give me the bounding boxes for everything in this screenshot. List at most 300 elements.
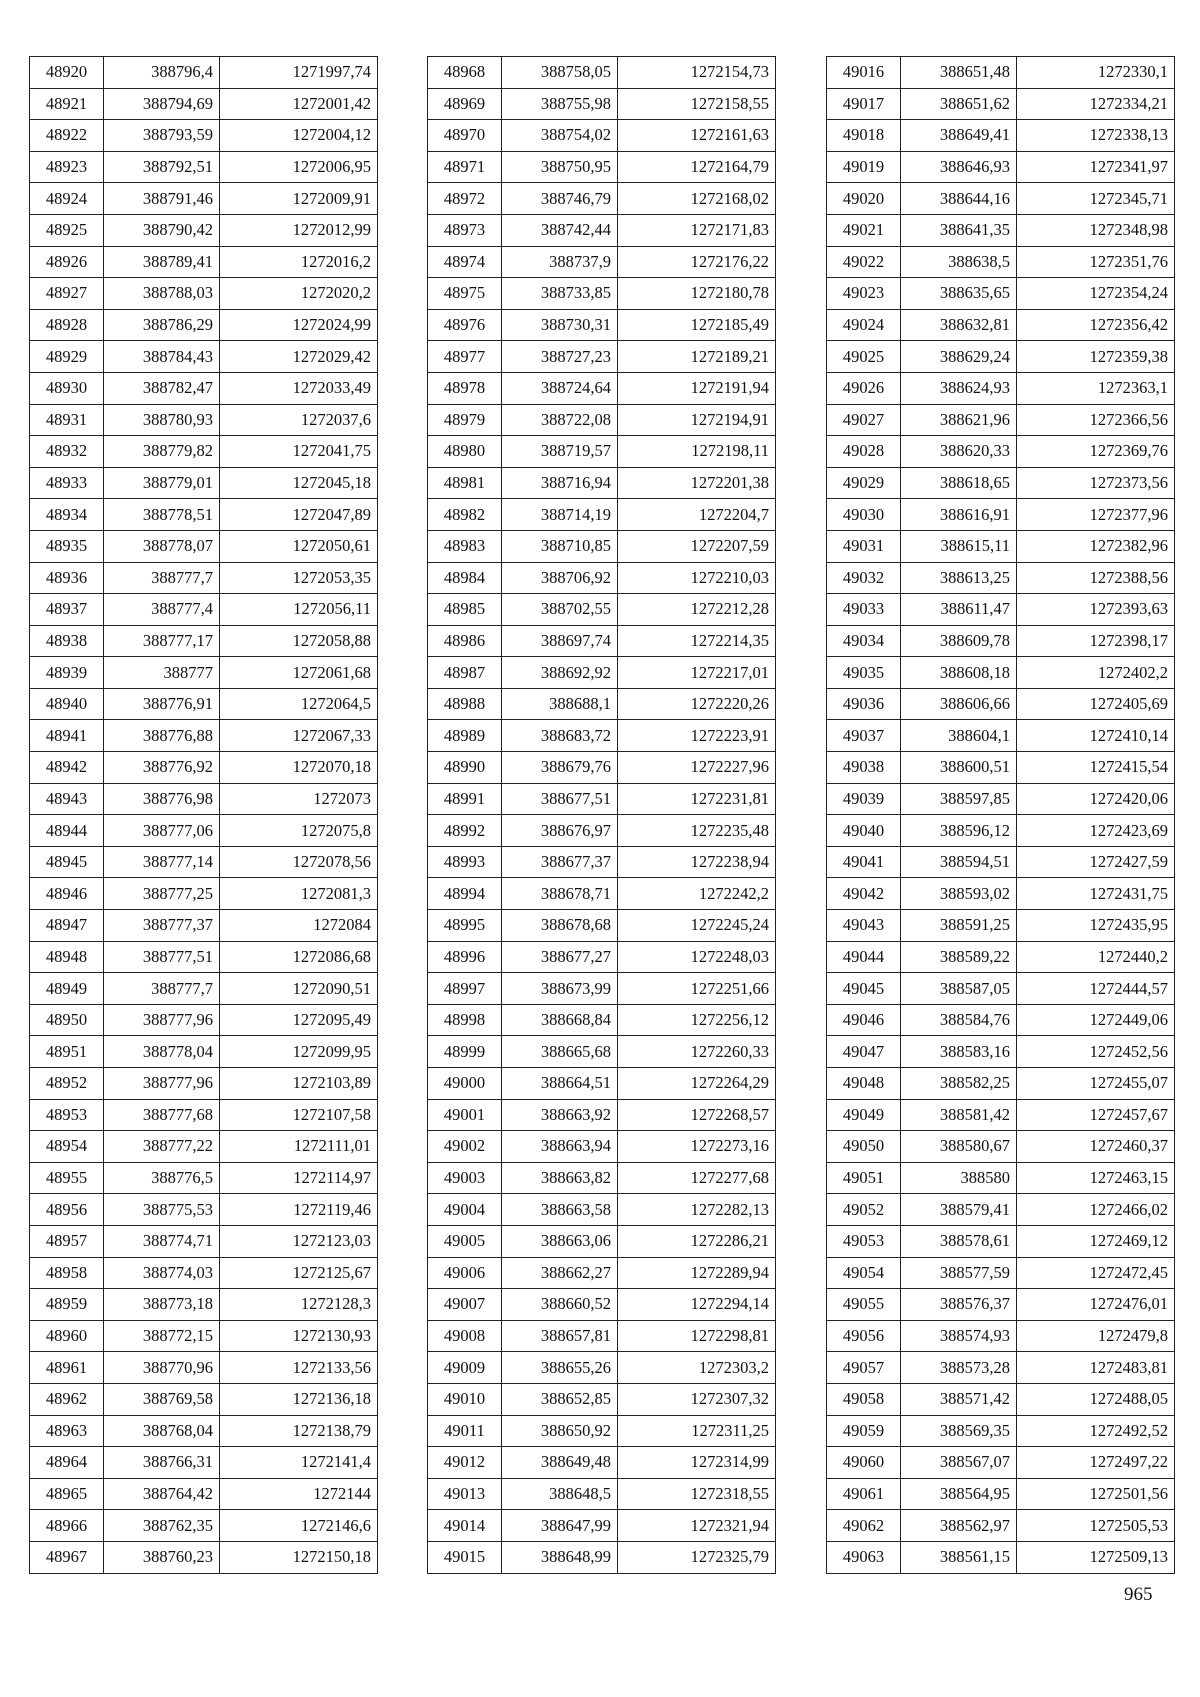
table-row [428,1541,776,1573]
point-id-cell: 48972 [428,183,502,215]
table-row [428,815,776,847]
point-id-cell: 48956 [30,1194,104,1226]
y-coordinate-cell: 1272075,8 [220,815,378,847]
point-id-cell: 49040 [827,815,901,847]
point-id-cell: 49003 [428,1162,502,1194]
x-coordinate-cell: 388769,58 [104,1383,220,1415]
table-row [428,657,776,689]
table-row [30,499,378,531]
table-row [428,1352,776,1384]
x-coordinate-cell: 388722,08 [502,404,618,436]
y-coordinate-cell: 1272056,11 [220,594,378,626]
y-coordinate-cell: 1272431,75 [1017,878,1175,910]
x-coordinate-cell: 388796,4 [104,57,220,89]
x-coordinate-cell: 388733,85 [502,278,618,310]
x-coordinate-cell: 388663,92 [502,1099,618,1131]
point-id-cell: 48982 [428,499,502,531]
table-row [827,1099,1175,1131]
y-coordinate-cell: 1272303,2 [618,1352,776,1384]
point-id-cell: 49032 [827,562,901,594]
y-coordinate-cell: 1272114,97 [220,1162,378,1194]
point-id-cell: 48995 [428,910,502,942]
y-coordinate-cell: 1272245,24 [618,910,776,942]
x-coordinate-cell: 388564,95 [901,1478,1017,1510]
table-row [827,151,1175,183]
table-row [827,1162,1175,1194]
y-coordinate-cell: 1272217,01 [618,657,776,689]
x-coordinate-cell: 388777 [104,657,220,689]
y-coordinate-cell: 1272251,66 [618,973,776,1005]
y-coordinate-cell: 1272449,06 [1017,1004,1175,1036]
y-coordinate-cell: 1272277,68 [618,1162,776,1194]
y-coordinate-cell: 1272427,59 [1017,846,1175,878]
x-coordinate-cell: 388582,25 [901,1068,1017,1100]
x-coordinate-cell: 388784,43 [104,341,220,373]
table-row [827,973,1175,1005]
y-coordinate-cell: 1272273,16 [618,1131,776,1163]
table-row [827,783,1175,815]
y-coordinate-cell: 1272311,25 [618,1415,776,1447]
point-id-cell: 49039 [827,783,901,815]
point-id-cell: 48937 [30,594,104,626]
x-coordinate-cell: 388730,31 [502,309,618,341]
point-id-cell: 49029 [827,467,901,499]
y-coordinate-cell: 1272050,61 [220,530,378,562]
point-id-cell: 48994 [428,878,502,910]
y-coordinate-cell: 1272338,13 [1017,120,1175,152]
y-coordinate-cell: 1272505,53 [1017,1510,1175,1542]
x-coordinate-cell: 388762,35 [104,1510,220,1542]
x-coordinate-cell: 388773,18 [104,1289,220,1321]
x-coordinate-cell: 388663,94 [502,1131,618,1163]
y-coordinate-cell: 1272472,45 [1017,1257,1175,1289]
table-row [827,1320,1175,1352]
y-coordinate-cell: 1272298,81 [618,1320,776,1352]
x-coordinate-cell: 388758,05 [502,57,618,89]
x-coordinate-cell: 388632,81 [901,309,1017,341]
y-coordinate-cell: 1272377,96 [1017,499,1175,531]
point-id-cell: 49010 [428,1383,502,1415]
table-row [30,1099,378,1131]
y-coordinate-cell: 1272119,46 [220,1194,378,1226]
point-id-cell: 49024 [827,309,901,341]
table-row [428,973,776,1005]
point-id-cell: 48993 [428,846,502,878]
point-id-cell: 48976 [428,309,502,341]
y-coordinate-cell: 1272318,55 [618,1478,776,1510]
table-row [428,1036,776,1068]
x-coordinate-cell: 388754,02 [502,120,618,152]
table-row [428,372,776,404]
page-number: 965 [1124,1584,1153,1605]
y-coordinate-cell: 1272268,57 [618,1099,776,1131]
y-coordinate-cell: 1272171,83 [618,214,776,246]
x-coordinate-cell: 388677,51 [502,783,618,815]
point-id-cell: 48985 [428,594,502,626]
table-row [428,1131,776,1163]
point-id-cell: 49061 [827,1478,901,1510]
x-coordinate-cell: 388611,47 [901,594,1017,626]
y-coordinate-cell: 1272128,3 [220,1289,378,1321]
y-coordinate-cell: 1272207,59 [618,530,776,562]
table-row [428,594,776,626]
x-coordinate-cell: 388777,22 [104,1131,220,1163]
y-coordinate-cell: 1272463,15 [1017,1162,1175,1194]
table-row [827,910,1175,942]
table-row [428,214,776,246]
y-coordinate-cell: 1272067,33 [220,720,378,752]
point-id-cell: 49000 [428,1068,502,1100]
x-coordinate-cell: 388692,92 [502,657,618,689]
y-coordinate-cell: 1272235,48 [618,815,776,847]
point-id-cell: 48981 [428,467,502,499]
y-coordinate-cell: 1272099,95 [220,1036,378,1068]
table-row [827,120,1175,152]
x-coordinate-cell: 388597,85 [901,783,1017,815]
x-coordinate-cell: 388596,12 [901,815,1017,847]
table-row [827,372,1175,404]
point-id-cell: 48992 [428,815,502,847]
y-coordinate-cell: 1272107,58 [220,1099,378,1131]
x-coordinate-cell: 388776,88 [104,720,220,752]
x-coordinate-cell: 388655,26 [502,1352,618,1384]
x-coordinate-cell: 388714,19 [502,499,618,531]
table-row [30,1257,378,1289]
point-id-cell: 48957 [30,1225,104,1257]
table-row [30,1162,378,1194]
y-coordinate-cell: 1272133,56 [220,1352,378,1384]
point-id-cell: 48964 [30,1447,104,1479]
table-row [428,1257,776,1289]
point-id-cell: 49048 [827,1068,901,1100]
table-row [30,688,378,720]
x-coordinate-cell: 388777,51 [104,941,220,973]
table-row [30,151,378,183]
table-row [827,341,1175,373]
y-coordinate-cell: 1272345,71 [1017,183,1175,215]
y-coordinate-cell: 1272045,18 [220,467,378,499]
y-coordinate-cell: 1272033,49 [220,372,378,404]
x-coordinate-cell: 388662,27 [502,1257,618,1289]
table-row [827,1478,1175,1510]
y-coordinate-cell: 1272382,96 [1017,530,1175,562]
table-row [428,625,776,657]
table-row [827,1004,1175,1036]
point-id-cell: 48931 [30,404,104,436]
x-coordinate-cell: 388678,71 [502,878,618,910]
point-id-cell: 48983 [428,530,502,562]
x-coordinate-cell: 388571,42 [901,1383,1017,1415]
point-id-cell: 49019 [827,151,901,183]
y-coordinate-cell: 1272198,11 [618,436,776,468]
point-id-cell: 49027 [827,404,901,436]
point-id-cell: 48954 [30,1131,104,1163]
y-coordinate-cell: 1272354,24 [1017,278,1175,310]
table-row [30,309,378,341]
x-coordinate-cell: 388593,02 [901,878,1017,910]
point-id-cell: 48962 [30,1383,104,1415]
x-coordinate-cell: 388576,37 [901,1289,1017,1321]
x-coordinate-cell: 388641,35 [901,214,1017,246]
table-row [30,246,378,278]
table-row [30,404,378,436]
table-row [30,1194,378,1226]
point-id-cell: 48953 [30,1099,104,1131]
table-row [30,1320,378,1352]
table-row [30,973,378,1005]
table-row [827,214,1175,246]
table-row [428,688,776,720]
table-row [827,1068,1175,1100]
point-id-cell: 49057 [827,1352,901,1384]
point-id-cell: 48946 [30,878,104,910]
table-row [827,1447,1175,1479]
point-id-cell: 48978 [428,372,502,404]
point-id-cell: 48933 [30,467,104,499]
point-id-cell: 48948 [30,941,104,973]
x-coordinate-cell: 388778,51 [104,499,220,531]
x-coordinate-cell: 388567,07 [901,1447,1017,1479]
table-row [30,183,378,215]
x-coordinate-cell: 388583,16 [901,1036,1017,1068]
point-id-cell: 48926 [30,246,104,278]
y-coordinate-cell: 1272356,42 [1017,309,1175,341]
x-coordinate-cell: 388755,98 [502,88,618,120]
point-id-cell: 48938 [30,625,104,657]
point-id-cell: 49004 [428,1194,502,1226]
y-coordinate-cell: 1272440,2 [1017,941,1175,973]
x-coordinate-cell: 388663,58 [502,1194,618,1226]
y-coordinate-cell: 1272479,8 [1017,1320,1175,1352]
x-coordinate-cell: 388786,29 [104,309,220,341]
y-coordinate-cell: 1272264,29 [618,1068,776,1100]
x-coordinate-cell: 388584,76 [901,1004,1017,1036]
y-coordinate-cell: 1272136,18 [220,1383,378,1415]
point-id-cell: 49002 [428,1131,502,1163]
point-id-cell: 48991 [428,783,502,815]
point-id-cell: 48936 [30,562,104,594]
y-coordinate-cell: 1272138,79 [220,1415,378,1447]
table-row [30,1383,378,1415]
table-row [30,910,378,942]
x-coordinate-cell: 388777,37 [104,910,220,942]
x-coordinate-cell: 388615,11 [901,530,1017,562]
x-coordinate-cell: 388716,94 [502,467,618,499]
table-row [30,720,378,752]
y-coordinate-cell: 1271997,74 [220,57,378,89]
point-id-cell: 49015 [428,1541,502,1573]
x-coordinate-cell: 388764,42 [104,1478,220,1510]
table-row [30,594,378,626]
x-coordinate-cell: 388579,41 [901,1194,1017,1226]
point-id-cell: 48997 [428,973,502,1005]
y-coordinate-cell: 1272420,06 [1017,783,1175,815]
y-coordinate-cell: 1272497,22 [1017,1447,1175,1479]
x-coordinate-cell: 388737,9 [502,246,618,278]
point-id-cell: 49007 [428,1289,502,1321]
point-id-cell: 49052 [827,1194,901,1226]
point-id-cell: 48977 [428,341,502,373]
x-coordinate-cell: 388651,48 [901,57,1017,89]
y-coordinate-cell: 1272282,13 [618,1194,776,1226]
y-coordinate-cell: 1272238,94 [618,846,776,878]
table-row [428,1478,776,1510]
point-id-cell: 49059 [827,1415,901,1447]
table-row [827,1352,1175,1384]
point-id-cell: 49060 [827,1447,901,1479]
y-coordinate-cell: 1272090,51 [220,973,378,1005]
point-id-cell: 48989 [428,720,502,752]
point-id-cell: 49030 [827,499,901,531]
y-coordinate-cell: 1272029,42 [220,341,378,373]
y-coordinate-cell: 1272037,6 [220,404,378,436]
table-row [30,1541,378,1573]
table-row [428,1415,776,1447]
table-row [30,783,378,815]
x-coordinate-cell: 388635,65 [901,278,1017,310]
table-row [30,88,378,120]
x-coordinate-cell: 388742,44 [502,214,618,246]
x-coordinate-cell: 388561,15 [901,1541,1017,1573]
y-coordinate-cell: 1272444,57 [1017,973,1175,1005]
point-id-cell: 48943 [30,783,104,815]
x-coordinate-cell: 388665,68 [502,1036,618,1068]
table-row [827,1225,1175,1257]
table-row [428,120,776,152]
point-id-cell: 48975 [428,278,502,310]
table-row [827,1541,1175,1573]
y-coordinate-cell: 1272398,17 [1017,625,1175,657]
point-id-cell: 49012 [428,1447,502,1479]
x-coordinate-cell: 388727,23 [502,341,618,373]
point-id-cell: 48988 [428,688,502,720]
y-coordinate-cell: 1272201,38 [618,467,776,499]
point-id-cell: 48970 [428,120,502,152]
y-coordinate-cell: 1272509,13 [1017,1541,1175,1573]
table-row [428,752,776,784]
point-id-cell: 48965 [30,1478,104,1510]
table-row [428,1447,776,1479]
table-row [30,1352,378,1384]
table-row [827,88,1175,120]
y-coordinate-cell: 1272073 [220,783,378,815]
point-id-cell: 49058 [827,1383,901,1415]
point-id-cell: 48950 [30,1004,104,1036]
table-row [428,1510,776,1542]
table-row [827,499,1175,531]
y-coordinate-cell: 1272294,14 [618,1289,776,1321]
point-id-cell: 49041 [827,846,901,878]
y-coordinate-cell: 1272078,56 [220,846,378,878]
point-id-cell: 48967 [30,1541,104,1573]
x-coordinate-cell: 388678,68 [502,910,618,942]
x-coordinate-cell: 388794,69 [104,88,220,120]
y-coordinate-cell: 1272321,94 [618,1510,776,1542]
point-id-cell: 49050 [827,1131,901,1163]
point-id-cell: 49036 [827,688,901,720]
table-row [428,246,776,278]
y-coordinate-cell: 1272330,1 [1017,57,1175,89]
x-coordinate-cell: 388663,82 [502,1162,618,1194]
table-row [827,846,1175,878]
y-coordinate-cell: 1272325,79 [618,1541,776,1573]
x-coordinate-cell: 388562,97 [901,1510,1017,1542]
point-id-cell: 49045 [827,973,901,1005]
x-coordinate-cell: 388719,57 [502,436,618,468]
x-coordinate-cell: 388777,7 [104,973,220,1005]
point-id-cell: 48980 [428,436,502,468]
x-coordinate-cell: 388677,37 [502,846,618,878]
table-row [30,1447,378,1479]
point-id-cell: 49013 [428,1478,502,1510]
x-coordinate-cell: 388652,85 [502,1383,618,1415]
y-coordinate-cell: 1272457,67 [1017,1099,1175,1131]
x-coordinate-cell: 388779,01 [104,467,220,499]
y-coordinate-cell: 1272180,78 [618,278,776,310]
x-coordinate-cell: 388760,23 [104,1541,220,1573]
point-id-cell: 49023 [827,278,901,310]
x-coordinate-cell: 388782,47 [104,372,220,404]
table-row [30,657,378,689]
y-coordinate-cell: 1272435,95 [1017,910,1175,942]
y-coordinate-cell: 1272223,91 [618,720,776,752]
table-row [428,1004,776,1036]
point-id-cell: 49051 [827,1162,901,1194]
point-id-cell: 48941 [30,720,104,752]
point-id-cell: 48921 [30,88,104,120]
x-coordinate-cell: 388577,59 [901,1257,1017,1289]
x-coordinate-cell: 388616,91 [901,499,1017,531]
y-coordinate-cell: 1272125,67 [220,1257,378,1289]
point-id-cell: 49005 [428,1225,502,1257]
x-coordinate-cell: 388776,5 [104,1162,220,1194]
point-id-cell: 48927 [30,278,104,310]
x-coordinate-cell: 388702,55 [502,594,618,626]
table-row [428,910,776,942]
x-coordinate-cell: 388770,96 [104,1352,220,1384]
point-id-cell: 48932 [30,436,104,468]
y-coordinate-cell: 1272231,81 [618,783,776,815]
point-id-cell: 48973 [428,214,502,246]
point-id-cell: 48935 [30,530,104,562]
x-coordinate-cell: 388646,93 [901,151,1017,183]
y-coordinate-cell: 1272242,2 [618,878,776,910]
x-coordinate-cell: 388651,62 [901,88,1017,120]
x-coordinate-cell: 388668,84 [502,1004,618,1036]
y-coordinate-cell: 1272227,96 [618,752,776,784]
point-id-cell: 49016 [827,57,901,89]
x-coordinate-cell: 388606,66 [901,688,1017,720]
y-coordinate-cell: 1272405,69 [1017,688,1175,720]
point-id-cell: 49011 [428,1415,502,1447]
x-coordinate-cell: 388621,96 [901,404,1017,436]
point-id-cell: 48952 [30,1068,104,1100]
point-id-cell: 49046 [827,1004,901,1036]
coordinate-table [29,56,378,1574]
x-coordinate-cell: 388777,96 [104,1068,220,1100]
table-row [428,341,776,373]
x-coordinate-cell: 388788,03 [104,278,220,310]
y-coordinate-cell: 1272373,56 [1017,467,1175,499]
coordinate-table-1 [29,56,378,1574]
y-coordinate-cell: 1272061,68 [220,657,378,689]
y-coordinate-cell: 1272123,03 [220,1225,378,1257]
x-coordinate-cell: 388683,72 [502,720,618,752]
table-row [428,530,776,562]
point-id-cell: 49043 [827,910,901,942]
y-coordinate-cell: 1272388,56 [1017,562,1175,594]
table-row [827,1194,1175,1226]
